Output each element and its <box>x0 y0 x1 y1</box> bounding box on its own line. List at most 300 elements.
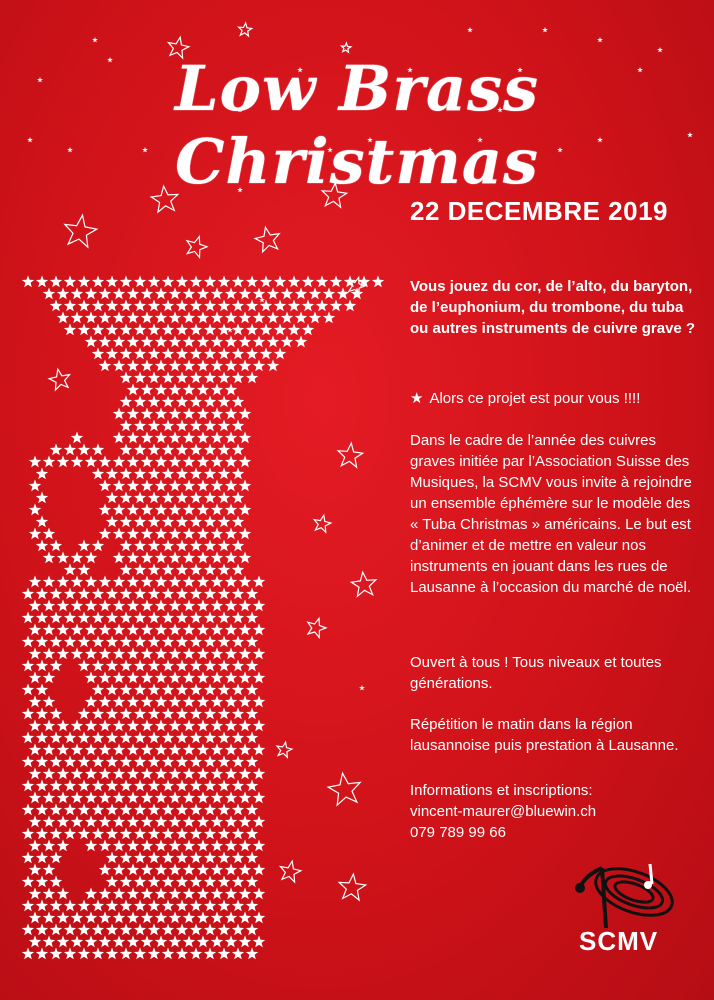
tuba-star-mark <box>99 840 111 852</box>
tuba-star-mark <box>134 948 146 960</box>
tuba-star-mark <box>211 768 223 780</box>
tuba-star-mark <box>155 624 167 636</box>
tuba-star-mark <box>50 948 62 960</box>
tuba-star-mark <box>71 288 83 300</box>
open-paragraph: Ouvert à tous ! Tous niveaux et toutes générations. <box>410 654 662 692</box>
tuba-star-mark <box>169 912 181 924</box>
tuba-star-mark <box>120 756 132 768</box>
tuba-star-mark <box>29 840 41 852</box>
tuba-star-mark <box>113 888 125 900</box>
tuba-star-mark <box>120 660 132 672</box>
tuba-star-mark <box>302 276 314 288</box>
tuba-star-mark <box>239 600 251 612</box>
tuba-star-mark <box>309 312 321 324</box>
tuba-star-mark <box>162 588 174 600</box>
tuba-star-mark <box>162 732 174 744</box>
tuba-star-mark <box>232 636 244 648</box>
tuba-star-mark <box>120 420 132 432</box>
tuba-star-mark <box>57 768 69 780</box>
tuba-star-mark <box>246 588 258 600</box>
tuba-star-mark <box>29 576 41 588</box>
tuba-star-mark <box>169 504 181 516</box>
tuba-star-mark <box>162 804 174 816</box>
tuba-star-mark <box>29 720 41 732</box>
tuba-star-mark <box>134 684 146 696</box>
tuba-star-mark <box>204 564 216 576</box>
tuba-star-mark <box>57 624 69 636</box>
tuba-star-mark <box>218 396 230 408</box>
tuba-star-mark <box>106 348 118 360</box>
tuba-star-mark <box>57 600 69 612</box>
tuba-star-mark <box>43 648 55 660</box>
tuba-star-mark <box>134 660 146 672</box>
tuba-star-mark <box>232 276 244 288</box>
tuba-star-mark <box>225 648 237 660</box>
tuba-star-mark <box>141 456 153 468</box>
tuba-star-mark <box>43 552 55 564</box>
tuba-star-mark <box>85 840 97 852</box>
tuba-star-mark <box>204 516 216 528</box>
tuba-star-mark <box>183 864 195 876</box>
tuba-star-mark <box>183 744 195 756</box>
tuba-star-mark <box>113 480 125 492</box>
tuba-star-mark <box>50 876 62 888</box>
tuba-star-mark <box>246 948 258 960</box>
tuba-star-mark <box>99 648 111 660</box>
tuba-star-mark <box>29 648 41 660</box>
tuba-star-mark <box>43 744 55 756</box>
tuba-star-mark <box>141 600 153 612</box>
tuba-star-mark <box>225 528 237 540</box>
tuba-star-mark <box>190 372 202 384</box>
tuba-star-mark <box>253 312 265 324</box>
tuba-star-mark <box>141 624 153 636</box>
tuba-star-mark <box>134 468 146 480</box>
tuba-star-mark <box>204 900 216 912</box>
tuba-star-mark <box>141 576 153 588</box>
tuba-star-mark <box>120 924 132 936</box>
tuba-star-mark <box>211 888 223 900</box>
tuba-star-mark <box>197 672 209 684</box>
tuba-star-mark <box>183 480 195 492</box>
tuba-star-mark <box>204 372 216 384</box>
tuba-star-mark <box>113 744 125 756</box>
tuba-star-mark <box>204 708 216 720</box>
tuba-star-mark <box>169 480 181 492</box>
tuba-star-mark <box>225 600 237 612</box>
tuba-star-mark <box>50 900 62 912</box>
tuba-star-mark <box>43 936 55 948</box>
tuba-star-mark <box>141 480 153 492</box>
tuba-star-mark <box>246 372 258 384</box>
tuba-star-mark <box>29 600 41 612</box>
tuba-star-mark <box>106 276 118 288</box>
tuba-star-mark <box>113 624 125 636</box>
tuba-star-mark <box>169 624 181 636</box>
tuba-star-mark <box>197 912 209 924</box>
tuba-of-stars-icon <box>22 276 384 960</box>
tuba-star-mark <box>57 288 69 300</box>
tuba-star-mark <box>281 336 293 348</box>
tuba-star-mark <box>239 840 251 852</box>
tuba-star-mark <box>141 840 153 852</box>
tuba-star-mark <box>92 468 104 480</box>
tuba-star-mark <box>120 876 132 888</box>
tuba-star-mark <box>204 732 216 744</box>
outline-star-icon <box>338 443 363 467</box>
tuba-star-mark <box>155 336 167 348</box>
tuba-star-mark <box>99 480 111 492</box>
tuba-star-mark <box>288 324 300 336</box>
tuba-star-mark <box>57 912 69 924</box>
tuba-star-mark <box>162 348 174 360</box>
tuba-star-mark <box>197 456 209 468</box>
tuba-star-mark <box>127 792 139 804</box>
outline-star-icon <box>65 215 97 247</box>
tuba-star-mark <box>71 816 83 828</box>
tuba-star-mark <box>169 792 181 804</box>
tuba-star-mark <box>92 756 104 768</box>
tuba-star-mark <box>267 360 279 372</box>
tuba-star-mark <box>127 480 139 492</box>
poster-title: Low Brass Christmas <box>175 52 539 198</box>
tuba-star-mark <box>148 780 160 792</box>
tuba-star-mark <box>120 372 132 384</box>
tuba-star-mark <box>50 276 62 288</box>
tuba-star-mark <box>99 816 111 828</box>
tuba-star-mark <box>190 492 202 504</box>
tuba-star-mark <box>43 456 55 468</box>
tuba-star-mark <box>36 516 48 528</box>
tuba-star-mark <box>281 312 293 324</box>
tuba-star-mark <box>113 864 125 876</box>
tuba-star-mark <box>309 288 321 300</box>
tuba-star-mark <box>246 324 258 336</box>
tuba-star-mark <box>239 912 251 924</box>
tuba-star-mark <box>127 672 139 684</box>
tuba-star-mark <box>197 576 209 588</box>
tuba-star-mark <box>113 456 125 468</box>
tuba-star-mark <box>225 360 237 372</box>
tuba-star-mark <box>169 864 181 876</box>
tuba-star-mark <box>239 576 251 588</box>
tuba-star-mark <box>239 504 251 516</box>
tuba-star-mark <box>113 336 125 348</box>
tuba-star-mark <box>253 912 265 924</box>
tuba-star-mark <box>99 912 111 924</box>
tuba-star-mark <box>197 624 209 636</box>
tuba-star-mark <box>106 516 118 528</box>
tuba-star-mark <box>197 816 209 828</box>
tuba-star-mark <box>134 564 146 576</box>
tuba-star-mark <box>253 888 265 900</box>
tuba-star-mark <box>197 504 209 516</box>
tuba-star-mark <box>92 588 104 600</box>
tuba-star-mark <box>50 444 62 456</box>
tuba-star-mark <box>106 900 118 912</box>
tuba-star-mark <box>50 732 62 744</box>
tuba-star-mark <box>239 360 251 372</box>
tuba-star-mark <box>85 888 97 900</box>
tuba-star-mark <box>78 444 90 456</box>
tuba-star-mark <box>225 768 237 780</box>
outline-star-icon <box>280 861 301 882</box>
outline-star-icon <box>239 23 252 36</box>
tuba-star-mark <box>99 600 111 612</box>
tuba-star-mark <box>64 900 76 912</box>
tuba-star-mark <box>29 888 41 900</box>
tuba-star-mark <box>36 612 48 624</box>
tuba-star-mark <box>120 828 132 840</box>
tuba-star-mark <box>120 732 132 744</box>
tuba-star-mark <box>197 552 209 564</box>
tuba-star-mark <box>162 468 174 480</box>
tuba-star-mark <box>330 276 342 288</box>
tuba-star-mark <box>127 552 139 564</box>
tuba-star-mark <box>253 672 265 684</box>
tuba-star-mark <box>99 360 111 372</box>
tuba-star-mark <box>204 804 216 816</box>
tuba-star-mark <box>78 324 90 336</box>
tuba-star-mark <box>113 912 125 924</box>
outline-star-icon <box>255 227 279 252</box>
tuba-star-mark <box>337 288 349 300</box>
tuba-star-mark <box>113 360 125 372</box>
tuba-star-mark <box>22 828 34 840</box>
tuba-star-mark <box>106 300 118 312</box>
tuba-star-mark <box>85 288 97 300</box>
tuba-star-mark <box>85 720 97 732</box>
tuba-star-mark <box>239 744 251 756</box>
tuba-star-mark <box>155 840 167 852</box>
tuba-star-mark <box>134 708 146 720</box>
tuba-star-mark <box>176 540 188 552</box>
tuba-star-mark <box>92 828 104 840</box>
tuba-star-mark <box>148 564 160 576</box>
tuba-star-mark <box>113 312 125 324</box>
tuba-star-mark <box>260 348 272 360</box>
tuba-star-mark <box>148 948 160 960</box>
tuba-star-mark <box>106 588 118 600</box>
tuba-star-mark <box>351 288 363 300</box>
contact-block <box>410 780 700 843</box>
tuba-star-mark <box>204 276 216 288</box>
tuba-star-mark <box>246 636 258 648</box>
tuba-star-mark <box>141 936 153 948</box>
tuba-star-mark <box>169 648 181 660</box>
tuba-star-mark <box>36 492 48 504</box>
tuba-star-mark <box>225 888 237 900</box>
outline-star-icon <box>187 237 207 258</box>
tuba-star-mark <box>106 708 118 720</box>
tuba-star-mark <box>148 420 160 432</box>
tuba-star-mark <box>113 696 125 708</box>
tuba-star-mark <box>197 696 209 708</box>
tuba-star-mark <box>29 504 41 516</box>
tuba-star-mark <box>141 864 153 876</box>
tuba-star-mark <box>155 816 167 828</box>
tuba-star-mark <box>176 828 188 840</box>
tuba-star-mark <box>120 780 132 792</box>
tuba-star-mark <box>50 588 62 600</box>
tuba-star-mark <box>218 948 230 960</box>
tuba-star-mark <box>232 804 244 816</box>
tuba-star-mark <box>148 372 160 384</box>
contact-phone[interactable]: 079 789 99 66 <box>410 824 506 841</box>
tuba-star-mark <box>99 288 111 300</box>
tuba-star-mark <box>176 924 188 936</box>
tuba-star-mark <box>22 708 34 720</box>
tuba-star-mark <box>211 696 223 708</box>
tuba-star-mark <box>127 720 139 732</box>
tuba-star-mark <box>113 648 125 660</box>
tuba-star-mark <box>36 588 48 600</box>
tuba-star-mark <box>148 636 160 648</box>
tuba-star-mark <box>162 612 174 624</box>
tuba-star-mark <box>92 540 104 552</box>
tuba-star-mark <box>246 732 258 744</box>
tuba-star-mark <box>29 456 41 468</box>
tuba-star-mark <box>120 708 132 720</box>
tuba-star-mark <box>134 852 146 864</box>
tuba-star-mark <box>155 384 167 396</box>
tuba-star-mark <box>246 276 258 288</box>
project-text: Alors ce projet est pour vous !!!! <box>429 390 641 407</box>
tuba-star-mark <box>190 468 202 480</box>
tuba-star-mark <box>281 288 293 300</box>
tuba-star-mark <box>92 636 104 648</box>
tuba-star-mark <box>85 696 97 708</box>
tuba-star-mark <box>183 816 195 828</box>
tuba-star-mark <box>106 876 118 888</box>
tuba-star-mark <box>176 564 188 576</box>
tuba-star-mark <box>204 948 216 960</box>
tuba-star-mark <box>113 768 125 780</box>
tuba-star-mark <box>57 312 69 324</box>
tuba-star-mark <box>232 396 244 408</box>
tuba-star-mark <box>295 288 307 300</box>
tuba-star-mark <box>197 384 209 396</box>
tuba-star-mark <box>204 660 216 672</box>
tuba-star-mark <box>71 936 83 948</box>
outline-star-icon <box>351 572 376 596</box>
tuba-star-mark <box>78 540 90 552</box>
tuba-star-mark <box>246 348 258 360</box>
tuba-star-mark <box>190 276 202 288</box>
tuba-star-mark <box>127 408 139 420</box>
tuba-star-mark <box>253 816 265 828</box>
tuba-star-mark <box>71 600 83 612</box>
contact-label: Informations et inscriptions: <box>410 782 593 799</box>
tuba-star-mark <box>155 672 167 684</box>
tuba-star-mark <box>183 456 195 468</box>
tuba-star-mark <box>127 864 139 876</box>
tuba-star-mark <box>169 600 181 612</box>
tuba-star-mark <box>85 552 97 564</box>
tuba-star-mark <box>36 708 48 720</box>
tuba-star-mark <box>176 588 188 600</box>
tuba-star-mark <box>148 588 160 600</box>
tuba-star-mark <box>148 324 160 336</box>
tuba-star-mark <box>225 816 237 828</box>
tuba-star-mark <box>71 768 83 780</box>
tuba-star-mark <box>323 288 335 300</box>
tuba-star-mark <box>211 360 223 372</box>
tuba-star-mark <box>190 516 202 528</box>
tuba-star-mark <box>246 804 258 816</box>
tuba-star-mark <box>92 732 104 744</box>
tuba-star-mark <box>106 828 118 840</box>
tuba-star-mark <box>218 276 230 288</box>
tuba-star-mark <box>43 600 55 612</box>
tuba-star-mark <box>239 336 251 348</box>
tuba-star-mark <box>85 456 97 468</box>
tuba-star-mark <box>162 708 174 720</box>
tuba-star-mark <box>176 780 188 792</box>
tuba-star-mark <box>78 780 90 792</box>
tuba-star-mark <box>218 588 230 600</box>
tuba-star-mark <box>113 504 125 516</box>
tuba-star-mark <box>106 924 118 936</box>
tuba-star-mark <box>183 672 195 684</box>
contact-email[interactable]: vincent-maurer@bluewin.ch <box>410 803 597 820</box>
tuba-star-mark <box>99 504 111 516</box>
tuba-star-mark <box>29 912 41 924</box>
tuba-star-mark <box>78 564 90 576</box>
tuba-star-mark <box>218 468 230 480</box>
tuba-star-mark <box>246 756 258 768</box>
tuba-star-mark <box>204 636 216 648</box>
tuba-star-mark <box>232 684 244 696</box>
tuba-star-mark <box>225 864 237 876</box>
tuba-star-mark <box>232 900 244 912</box>
tuba-star-mark <box>120 300 132 312</box>
tuba-star-mark <box>120 948 132 960</box>
tuba-star-mark <box>50 540 62 552</box>
tuba-star-mark <box>99 792 111 804</box>
tuba-star-mark <box>127 336 139 348</box>
tuba-star-mark <box>141 528 153 540</box>
tuba-star-mark <box>85 816 97 828</box>
tuba-star-mark <box>183 888 195 900</box>
tuba-star-mark <box>64 588 76 600</box>
tuba-star-mark <box>127 912 139 924</box>
tuba-star-mark <box>141 408 153 420</box>
tuba-star-mark <box>225 480 237 492</box>
tuba-star-mark <box>43 288 55 300</box>
tuba-star-mark <box>36 636 48 648</box>
tuba-star-mark <box>134 492 146 504</box>
tuba-star-mark <box>71 312 83 324</box>
tuba-star-mark <box>22 900 34 912</box>
tuba-star-mark <box>176 300 188 312</box>
tuba-star-mark <box>106 684 118 696</box>
tuba-star-mark <box>127 816 139 828</box>
tuba-star-mark <box>239 432 251 444</box>
tuba-star-mark <box>99 768 111 780</box>
tuba-star-mark <box>120 612 132 624</box>
tuba-star-mark <box>183 696 195 708</box>
tuba-star-mark <box>190 924 202 936</box>
tuba-star-mark <box>218 612 230 624</box>
tuba-star-mark <box>141 816 153 828</box>
tuba-star-mark <box>57 744 69 756</box>
tuba-star-mark <box>239 816 251 828</box>
sparkle-icon <box>542 27 548 32</box>
tuba-star-mark <box>78 300 90 312</box>
tuba-star-mark <box>29 816 41 828</box>
tuba-star-mark <box>176 444 188 456</box>
